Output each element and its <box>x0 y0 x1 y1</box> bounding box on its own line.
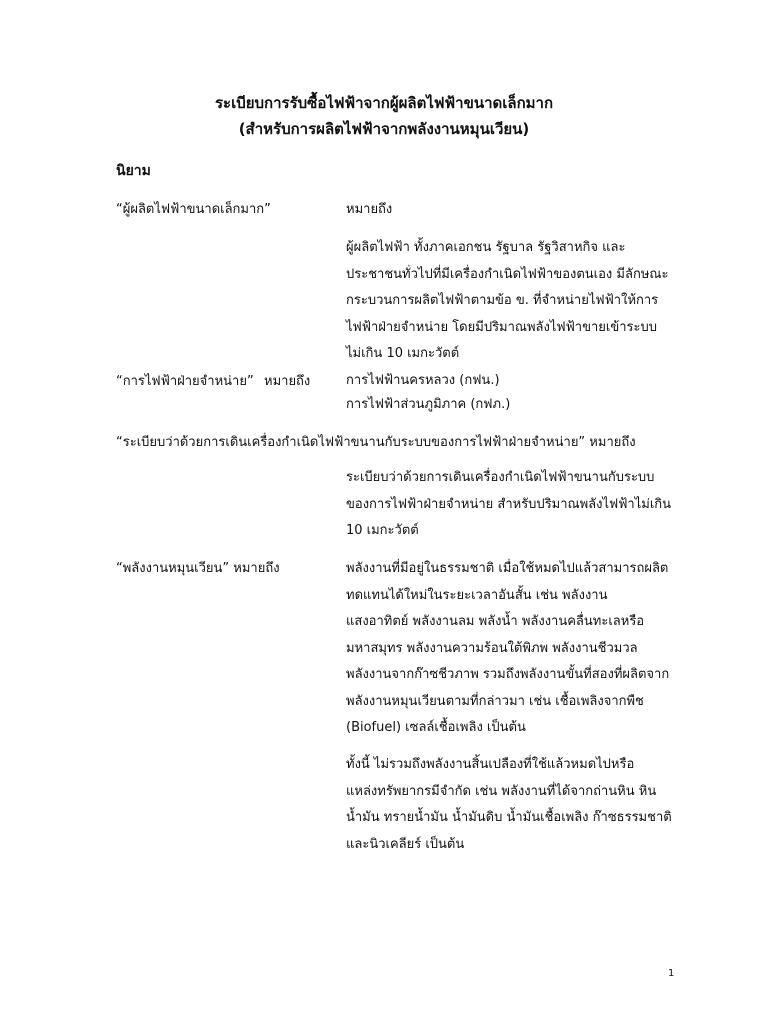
term-distribution-utility: “การไฟฟ้าฝ่ายจำหน่าย” <box>116 374 254 389</box>
definition-line: ประชาชนทั่วไปที่มีเครื่องกำเนิดไฟฟ้าของตนเอง มีลักษณะ <box>346 266 669 282</box>
definition-distribution-utility <box>346 369 678 417</box>
definition-line: (Biofuel) เซลล์เชื้อเพลิง เป็นต้น <box>346 720 526 735</box>
definition-regulation <box>346 465 678 545</box>
definition-line: พลังงานหมุนเวียนตามที่กล่าวมา เช่น เชื้อเพลิงจากพืช <box>346 693 644 709</box>
document-title: ระเบียบการรับซื้อไฟฟ้าจากผู้ผลิตไฟฟ้าขนาดเล็กมาก <box>214 94 554 112</box>
definition-line: แสงอาทิตย์ พลังงานลม พลังน้ำ พลังงานคลื่นทะเลหรือ <box>346 614 645 629</box>
definition-line: และนิวเคลียร์ เป็นต้น <box>346 836 465 852</box>
definition-line: แหล่งทรัพยากรมีจำกัด เช่น พลังงานที่ได้จากถ่านหิน หิน <box>346 783 657 799</box>
definition-line: การไฟฟ้านครหลวง (กฟน.) <box>346 373 500 388</box>
definition-line: ทั้งนี้ ไม่รวมถึงพลังงานสิ้นเปลืองที่ใช้แล้วหมดไปหรือ <box>346 757 635 772</box>
definition-line: น้ำมัน ทรายน้ำมัน น้ำมันดิบ น้ำมันเชื้อเพลิง ก๊าซธรรมชาติ <box>346 810 672 825</box>
definition-line: ของการไฟฟ้าฝ่ายจำหน่าย สำหรับปริมาณพลังไฟฟ้าไม่เกิน <box>346 496 672 512</box>
term-vspp-means: หมายถึง <box>346 202 393 217</box>
definition-renewable <box>346 556 678 742</box>
definition-line: ระเบียบว่าด้วยการเดินเครื่องกำเนิดไฟฟ้าขนานกับระบบ <box>346 470 655 485</box>
document-subtitle: (สำหรับการผลิตไฟฟ้าจากพลังงานหมุนเวียน) <box>238 120 530 138</box>
definition-line: พลังงานจากก๊าซชีวภาพ รวมถึงพลังงานขั้นที่สองที่ผลิตจาก <box>346 667 670 682</box>
definition-line: มหาสมุทร พลังงานความร้อนใต้พิภพ พลังงานชีวมวล <box>346 640 638 656</box>
definition-renewable-note <box>346 752 678 858</box>
definition-line: ผู้ผลิตไฟฟ้า ทั้งภาคเอกชน รัฐบาล รัฐวิสาหกิจ และ <box>346 240 626 255</box>
section-heading: นิยาม <box>116 163 151 179</box>
definition-line: ไม่เกิน 10 เมกะวัตต์ <box>346 346 460 361</box>
definition-line: พลังงานที่มีอยู่ในธรรมชาติ เมื่อใช้หมดไปแล้วสามารถผลิต <box>346 561 669 576</box>
definition-line: 10 เมกะวัตต์ <box>346 523 419 538</box>
definition-line: กระบวนการผลิตไฟฟ้าตามข้อ ข. ที่จำหน่ายไฟฟ้าให้การ <box>346 293 659 308</box>
term-regulation: “ระเบียบว่าด้วยการเดินเครื่องกำเนิดไฟฟ้าขนานกับระบบของการไฟฟ้าฝ่ายจำหน่าย” หมายถึง <box>116 435 636 450</box>
page-number: 1 <box>668 968 675 979</box>
term-vspp: “ผู้ผลิตไฟฟ้าขนาดเล็กมาก” <box>116 202 271 217</box>
definition-line: ไฟฟ้าฝ่ายจำหน่าย โดยมีปริมาณพลังไฟฟ้าขายเข้าระบบ <box>346 319 658 335</box>
definition-line: ทดแทนได้ใหม่ในระยะเวลาอันสั้น เช่น พลังงาน <box>346 587 608 603</box>
definition-vspp <box>346 235 678 368</box>
term-renewable: “พลังงานหมุนเวียน” หมายถึง <box>116 561 280 576</box>
definition-line: การไฟฟ้าส่วนภูมิภาค (กฟภ.) <box>346 397 511 412</box>
term-distribution-utility-means: หมายถึง <box>264 374 311 389</box>
